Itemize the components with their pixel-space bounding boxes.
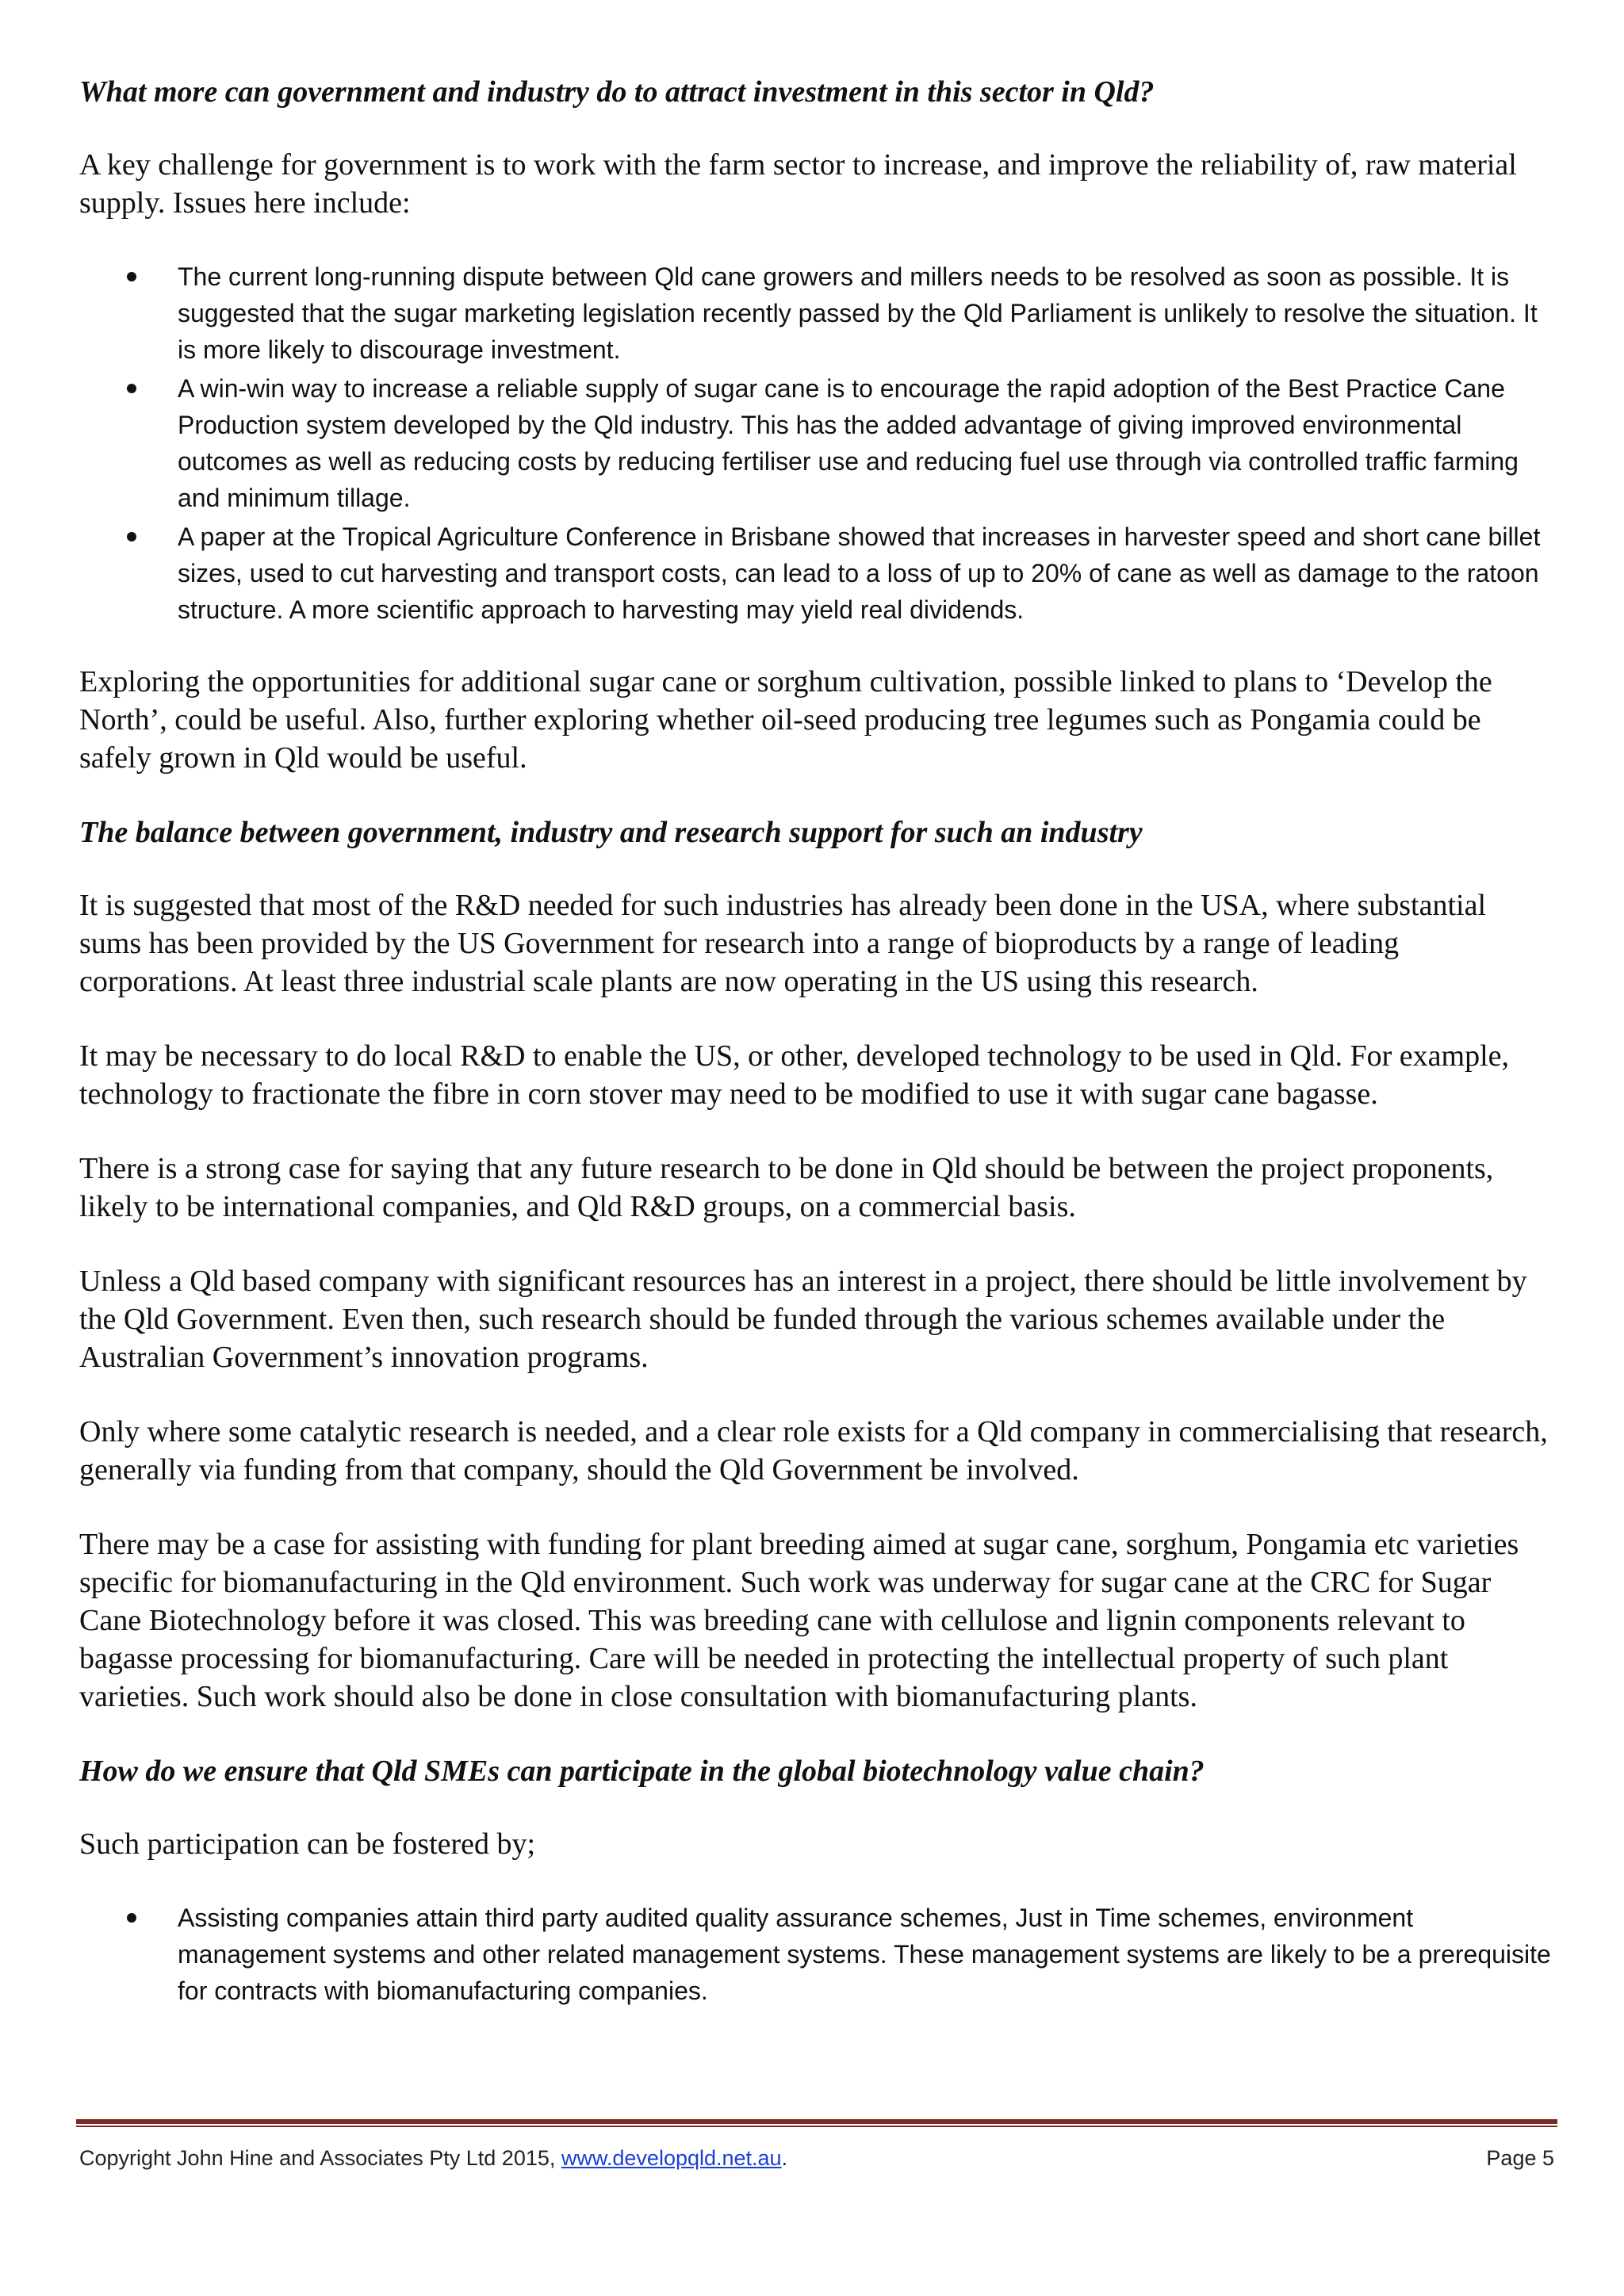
body-paragraph: There may be a case for assisting with funding for plant breeding aimed at sugar cane, sorghum, Pongamia etc varieties specific for biomanufacturing in the Qld environment. Such work was underway for sugar cane at the CRC for Sugar Cane Biotechnology before it was closed. This was breeding cane with cellulose and lignin components relevant to bagasse processing for biomanufacturing. Care will be needed in protecting the intellectual property of such plant varieties. Such work should also be done in close consultation with biomanufacturing plants.	[79, 1528, 1519, 1713]
list-item-text: The current long-running dispute between Qld cane growers and millers needs to be resolved as soon as possible. It is suggested that the sugar marketing legislation recently passed by the Qld Parliament is unlikely to resolve the situation. It is more likely to discourage investment.	[178, 262, 1538, 364]
bullet-icon	[127, 272, 136, 281]
list-item-text: A paper at the Tropical Agriculture Conference in Brisbane showed that increases in harvester speed and short cane billet sizes, used to cut harvesting and transport costs, can lead to a loss of up to 20% of cane as well as damage to the ratoon structure. A more scientific approach to harvesting may yield real dividends.	[178, 522, 1541, 624]
bullet-icon	[127, 1913, 136, 1923]
list-item	[79, 258, 1554, 368]
footer-website-link[interactable]: www.developqld.net.au	[561, 2146, 782, 2170]
body-paragraph: There is a strong case for saying that any future research to be done in Qld should be between the project proponents, likely to be international companies, and Qld R&D groups, on a commercial basis.	[79, 1152, 1494, 1223]
page-number: Page 5	[1486, 2146, 1554, 2170]
bullet-icon	[127, 384, 136, 393]
list-item-text: A win-win way to increase a reliable supply of sugar cane is to encourage the rapid adoption of the Best Practice Cane Production system developed by the Qld industry. This has the added advantage of giving improved environmental outcomes as well as reducing costs by reducing fertiliser use and reducing fuel use through via controlled traffic farming and minimum tillage.	[178, 374, 1519, 512]
intro-paragraph: A key challenge for government is to work with the farm sector to increase, and improve the reliability of, raw material supply. Issues here include:	[79, 148, 1517, 220]
section-heading-investment: What more can government and industry do to attract investment in this sector in Qld?	[79, 75, 1155, 109]
body-paragraph: It may be necessary to do local R&D to enable the US, or other, developed technology to be used in Qld. For example, technology to fractionate the fibre in corn stover may need to be modified to use it with sugar cane bagasse.	[79, 1039, 1510, 1111]
issues-list	[79, 258, 1554, 628]
document-page	[79, 73, 1554, 2044]
bullet-icon	[127, 532, 136, 541]
page-footer	[79, 2144, 1554, 2172]
body-paragraph: It is suggested that most of the R&D needed for such industries has already been done in the USA, where substantial sums has been provided by the US Government for research into a range of bioproducts by a range of leading corporations. At least three industrial scale plants are now operating in the US using this research.	[79, 889, 1486, 998]
footer-period: .	[781, 2146, 788, 2170]
list-item	[79, 519, 1554, 628]
list-item	[79, 370, 1554, 516]
list-item	[79, 1900, 1554, 2009]
intro-paragraph: Such participation can be fostered by;	[79, 1827, 536, 1861]
participation-list	[79, 1900, 1554, 2009]
body-paragraph: Only where some catalytic research is needed, and a clear role exists for a Qld company in commercialising that research, generally via funding from that company, should the Qld Government be involved.	[79, 1415, 1548, 1487]
section-heading-smes: How do we ensure that Qld SMEs can participate in the global biotechnology value chain?	[79, 1755, 1205, 1788]
list-item-text: Assisting companies attain third party audited quality assurance schemes, Just in Time schemes, environment management systems and other related management systems. These management systems are likely to be a prerequisite for contracts with biomanufacturing companies.	[178, 1904, 1551, 2005]
body-paragraph: Unless a Qld based company with significant resources has an interest in a project, there should be little involvement by the Qld Government. Even then, such research should be funded through the various schemes available under the Australian Government’s innovation programs.	[79, 1265, 1527, 1374]
section-heading-balance: The balance between government, industry and research support for such an industry	[79, 816, 1143, 849]
footer-copyright: Copyright John Hine and Associates Pty Ltd 2015,	[79, 2146, 556, 2170]
body-paragraph: Exploring the opportunities for additional sugar cane or sorghum cultivation, possible linked to plans to ‘Develop the North’, could be useful. Also, further exploring whether oil-seed producing tree legumes such as Pongamia could be safely grown in Qld would be useful.	[79, 665, 1492, 775]
footer-divider	[76, 2119, 1557, 2127]
